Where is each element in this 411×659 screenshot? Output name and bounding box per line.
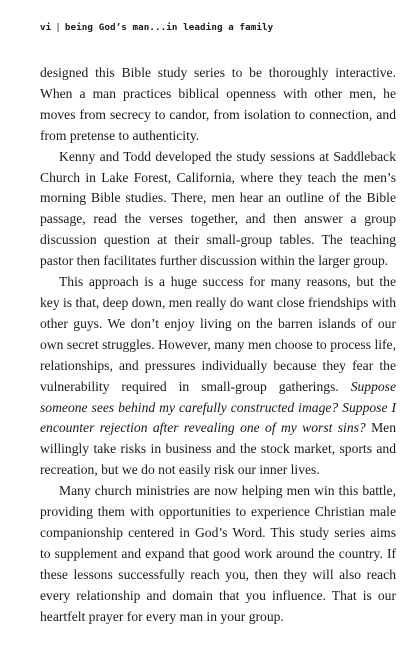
paragraph-text-after: Men willingly take risks in business and the stock market, sports and recreation, but we do not easily risk our inner lives. xyxy=(40,420,396,478)
paragraph-4 xyxy=(40,481,396,627)
page-number: vi xyxy=(40,22,52,33)
running-header xyxy=(40,22,273,33)
paragraph-text: Kenny and Todd developed the study sessions at Saddleback Church in Lake Forest, California, where they teach the men’s morning Bible studies. There, men hear an outline of the Bible passage, read the verses together, and then answer a group discussion question at their small-group tables. The teaching pastor then facilitates further discussion within the larger group. xyxy=(40,148,396,269)
paragraph-3 xyxy=(40,272,396,481)
italic-thought: Suppose someone sees behind my carefully constructed image? Suppose I encounter rejection after revealing one of my worst sins? xyxy=(40,378,396,436)
paragraph-text-before: This approach is a huge success for many reasons, but the key is that, deep down, men really do want close friendships with other guys. We don’t enjoy living on the barren islands of our own secret struggles. However, many men choose to process life, relationships, and pressures individually because they fear the vulnerability required in small-group gatherings. xyxy=(40,274,396,394)
paragraph-text: designed this Bible study series to be thoroughly interactive. When a man practices biblical openness with other men, he moves from secrecy to candor, from isolation to connection, and from pretense to authenticity. xyxy=(40,65,396,143)
paragraph-1 xyxy=(40,63,396,147)
body-text xyxy=(40,63,396,627)
paragraph-2 xyxy=(40,147,396,272)
running-title: being God’s man...in leading a family xyxy=(64,22,274,33)
header-separator: | xyxy=(55,22,61,33)
paragraph-text: Many church ministries are now helping men win this battle, providing them with opportunities to experience Christian male companionship centered in God’s Word. This study series aims to supplement and expand that good work around the country. If these lessons successfully reach you, then they will also reach every relationship and domain that you influence. That is our heartfelt prayer for every man in your group. xyxy=(40,483,396,624)
